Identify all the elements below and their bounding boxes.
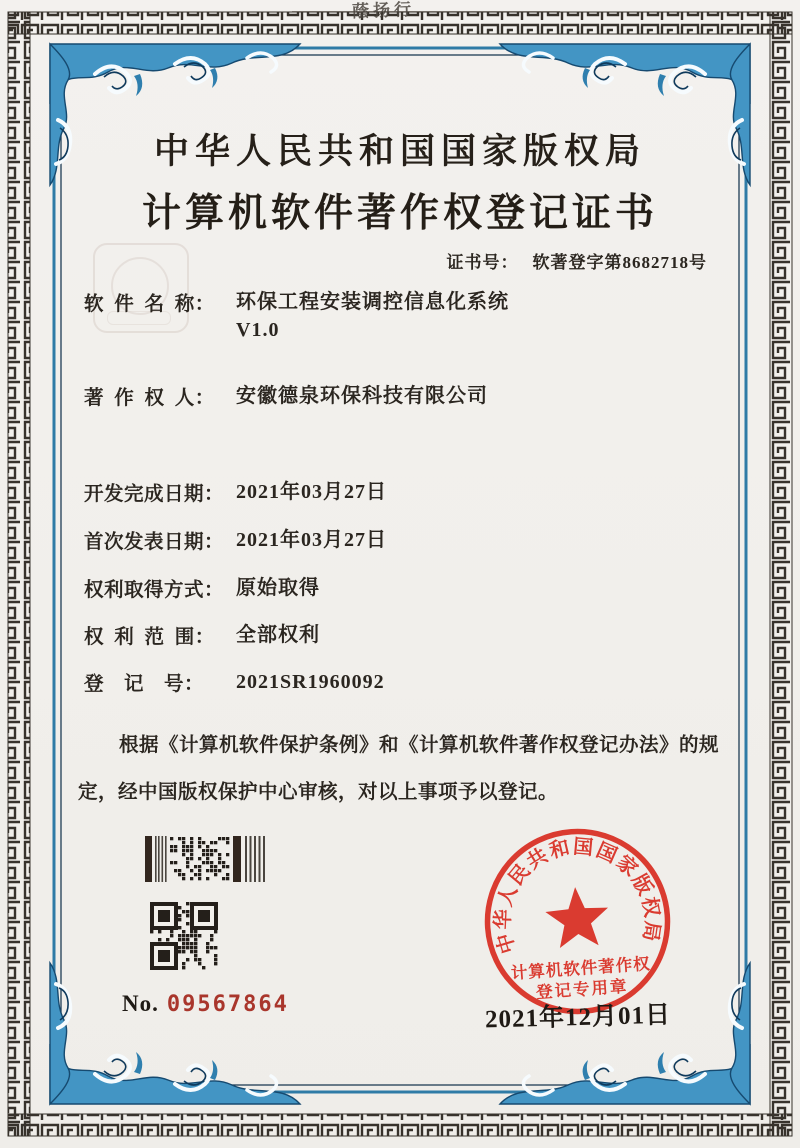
field-value: 2021年03月27日 [236,529,387,551]
certificate-title: 计算机软件著作权登记证书 [141,192,658,235]
field-value: 全部权利 [236,624,320,646]
qr-code-icon [150,902,218,970]
serial-prefix: No. [122,991,159,1016]
field-value [236,288,509,344]
barcode-icon [145,836,273,882]
software-name-text: 环保工程安装调控信息化系统 [236,291,509,313]
field-label: 著 作 权 人： [84,388,215,409]
registration-statement: 根据《计算机软件保护条例》和《计算机软件著作权登记办法》的规定，经中国版权保护中心审核，对以上事项予以登记。 [78,735,719,803]
field-label: 首次发表日期： [84,532,225,553]
seal-arc-text: 中华人民共和国国家版权局 [492,835,664,956]
field-value: 安徽德泉环保科技有限公司 [236,385,488,407]
field-label: 开发完成日期： [84,484,225,505]
red-star-icon [544,885,611,949]
certificate-number [447,248,708,273]
software-version-text: V1.0 [236,319,280,341]
certificate-number-label: 证书号： [446,253,519,272]
field-label: 软 件 名 称： [84,294,215,315]
field-value: 2021SR1960092 [236,671,385,693]
serial-number [122,991,289,1017]
handwritten-note: 蔭扬行 [351,0,416,22]
field-label: 登 记 号： [84,674,205,695]
field-value: 原始取得 [236,577,320,599]
issue-date: 2021年12月01日 [484,1001,672,1034]
field-label: 权利取得方式： [84,580,225,601]
top-edge-rule [292,11,560,12]
seal-line1: 计算机软件著作权 [510,954,652,983]
field-label: 权 利 范 围： [84,627,215,648]
authority-title: 中华人民共和国国家版权局 [153,132,646,171]
serial-digits: 09567864 [166,992,289,1017]
certificate-number-value: 软著登字第8682718号 [532,253,707,272]
field-value: 2021年03月27日 [236,481,387,503]
seal-line2: 登记专用章 [535,976,630,1003]
